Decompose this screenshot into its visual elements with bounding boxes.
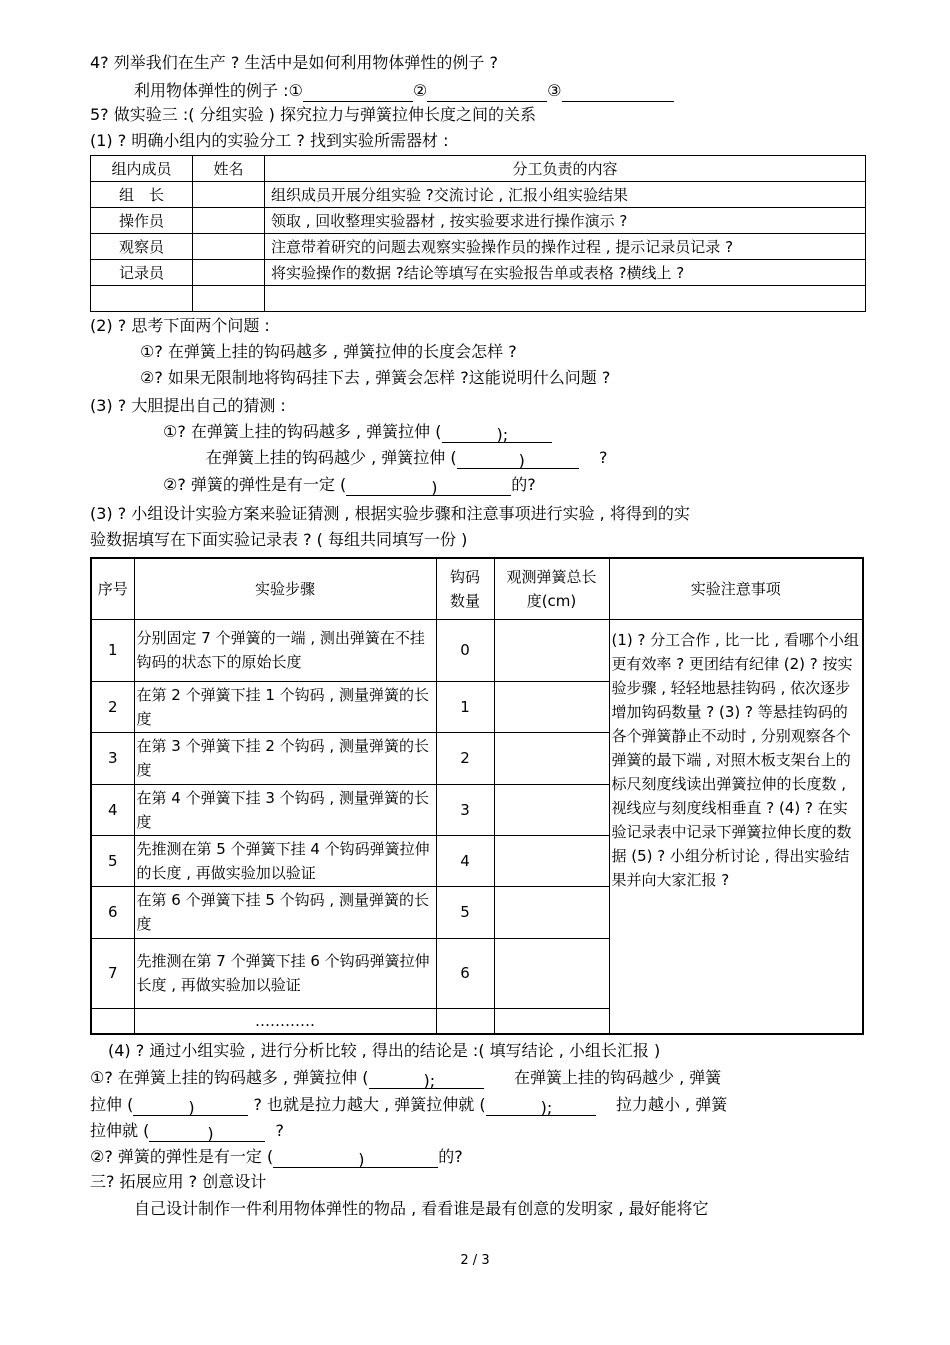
blank-conclusion-2a[interactable] [133, 1097, 188, 1116]
conclusion-3-text: 拉伸就 ( [90, 1121, 150, 1140]
row-step: 先推测在第 7 个弹簧下挂 6 个钩码弹簧拉伸长度 , 再做实验加以验证 [134, 938, 436, 1008]
length-cell[interactable] [494, 886, 609, 938]
q4-examples [134, 80, 674, 102]
row-step: 先推测在第 5 个弹簧下挂 4 个钩码弹簧拉伸的长度 , 再做实验加以验证 [134, 835, 436, 886]
conclusion-2a-close: ) [188, 1097, 248, 1116]
guess-2-text: ②? 弹簧的弹性是有一定 ( [163, 475, 347, 494]
conclusion-2a-text: 拉伸 ( [90, 1095, 134, 1114]
table-row [91, 208, 866, 234]
part3b-line2: 验数据填写在下面实验记录表 ? ( 每组共同填写一份 ) [90, 530, 468, 549]
duty-cell[interactable] [265, 286, 866, 312]
roles-header-member: 组内成员 [91, 156, 193, 182]
table-row [91, 286, 866, 312]
guess-2 [163, 474, 536, 496]
part4-title: (4) ? 通过小组实验 , 进行分析比较 , 得出的结论是 :( 填写结论 , 小组长汇报 ) [108, 1041, 661, 1060]
conclusion-1a-close: ); [424, 1070, 484, 1089]
blank-guess-2[interactable] [346, 477, 431, 496]
guess-1b [206, 447, 607, 469]
roles-header-duty: 分工负责的内容 [265, 156, 866, 182]
conclusion-4-close: ) [358, 1149, 438, 1168]
q5-title: 5? 做实验三 :( 分组实验 ) 探究拉力与弹簧拉伸长度之间的关系 [90, 105, 536, 124]
row-step: 在第 4 个弹簧下挂 3 个钩码 , 测量弹簧的长度 [134, 784, 436, 835]
header-no: 序号 [91, 558, 134, 619]
table-row [91, 619, 863, 681]
guess-1a-close: ); [497, 424, 552, 443]
row-step: 在第 6 个弹簧下挂 5 个钩码 , 测量弹簧的长度 [134, 886, 436, 938]
length-cell[interactable] [494, 681, 609, 732]
row-step: 在第 2 个弹簧下挂 1 个钩码 , 测量弹簧的长度 [134, 681, 436, 732]
header-notes: 实验注意事项 [609, 558, 863, 619]
role-cell: 操作员 [91, 208, 193, 234]
guess-1b-close: ) [519, 450, 579, 469]
conclusion-2b-close: ); [541, 1097, 596, 1116]
guess-1a [163, 421, 552, 443]
row-no: 4 [91, 784, 134, 835]
guess-1b-end: ? [598, 448, 608, 467]
blank-guess-1b[interactable] [457, 450, 519, 469]
marker-3: ③ [547, 81, 562, 100]
part3b-line1: (3) ? 小组设计实验方案来验证猜测 , 根据实验步骤和注意事项进行实验 , 将得到的实 [90, 504, 690, 523]
blank-example-2[interactable] [427, 83, 547, 102]
q4-title: 4? 列举我们在生产 ? 生活中是如何利用物体弹性的例子 ? [90, 53, 499, 72]
row-no: 6 [91, 886, 134, 938]
conclusion-1b-text: 在弹簧上挂的钩码越少 , 弹簧 [514, 1068, 722, 1087]
conclusion-3-close: ) [207, 1123, 265, 1142]
experiment-table [90, 557, 864, 1035]
row-no: 7 [91, 938, 134, 1008]
blank-guess-1a[interactable] [442, 424, 497, 443]
header-length: 观测弹簧总长度(cm) [494, 558, 609, 619]
name-cell[interactable] [193, 208, 265, 234]
name-cell[interactable] [193, 260, 265, 286]
conclusion-3-end: ? [275, 1121, 285, 1140]
header-step: 实验步骤 [134, 558, 436, 619]
conclusion-2b-text: ? 也就是拉力越大 , 弹簧拉伸就 ( [253, 1095, 486, 1114]
conclusion-line-1 [90, 1067, 721, 1089]
table-row [91, 234, 866, 260]
ellipsis: ………… [134, 1008, 436, 1034]
conclusion-4-text: ②? 弹簧的弹性是有一定 ( [90, 1147, 274, 1166]
section3-text: 自己设计制作一件利用物体弹性的物品 , 看看谁是最有创意的发明家 , 最好能将它 [134, 1199, 709, 1218]
conclusion-line-3 [90, 1120, 284, 1142]
role-cell: 观察员 [91, 234, 193, 260]
q4-examples-label: 利用物体弹性的例子 : [134, 81, 289, 100]
guess-2-close: ) [431, 477, 511, 496]
table-row [91, 182, 866, 208]
part2-title: (2) ? 思考下面两个问题 : [90, 316, 270, 335]
length-cell[interactable] [494, 732, 609, 784]
name-cell[interactable] [193, 182, 265, 208]
roles-header-row [91, 156, 866, 182]
roles-header-name: 姓名 [193, 156, 265, 182]
blank-conclusion-4[interactable] [273, 1149, 358, 1168]
row-no: 3 [91, 732, 134, 784]
row-no: 1 [91, 619, 134, 681]
length-cell[interactable] [494, 835, 609, 886]
q5-part1: (1) ? 明确小组内的实验分工 ? 找到实验所需器材 : [90, 131, 449, 150]
row-no: 5 [91, 835, 134, 886]
conclusion-4-end: 的? [438, 1147, 463, 1166]
part2-q1: ①? 在弹簧上挂的钩码越多 , 弹簧拉伸的长度会怎样 ? [140, 342, 517, 361]
conclusion-line-2 [90, 1094, 727, 1116]
marker-1: ① [288, 81, 303, 100]
notes-cell: (1) ? 分工合作 , 比一比 , 看哪个小组更有效率 ? 更团结有纪律 (2) ? 按实验步骤 , 轻轻地悬挂钩码 , 依次逐步增加钩码数量 ? (3) ? 等悬挂钩码的各个弹簧静止不动时 , 分别观察各个弹簧的最下端 , 对照木板支架台上的标尺刻度线读出弹簧拉伸的长度数 , 视线应与刻度线相垂直 ? (4) ? 在实验记录表中记录下弹簧拉伸长度的数据 (5) ? 小组分析讨论 , 得出实验结果并向大家汇报 ? [609, 619, 863, 1034]
guess-2-end: 的? [511, 475, 536, 494]
blank-conclusion-3[interactable] [149, 1123, 207, 1142]
row-step: 分别固定 7 个弹簧的一端 , 测出弹簧在不挂钩码的状态下的原始长度 [134, 619, 436, 681]
duty-cell: 注意带着研究的问题去观察实验操作员的操作过程 , 提示记录员记录 ? [265, 234, 866, 260]
header-count: 钩码数量 [436, 558, 494, 619]
guess-1a-text: ①? 在弹簧上挂的钩码越多 , 弹簧拉伸 ( [163, 422, 442, 441]
role-cell[interactable] [91, 286, 193, 312]
length-cell[interactable] [494, 1008, 609, 1034]
duty-cell: 将实验操作的数据 ?结论等填写在实验报告单或表格 ?横线上 ? [265, 260, 866, 286]
row-no: 2 [91, 681, 134, 732]
page-number: 2 / 3 [460, 1253, 490, 1268]
section3-title: 三? 拓展应用 ? 创意设计 [90, 1172, 267, 1191]
row-count: 4 [436, 835, 494, 886]
roles-table [90, 155, 866, 312]
marker-2: ② [412, 81, 428, 100]
row-no-extra [91, 1008, 134, 1034]
length-cell[interactable] [494, 784, 609, 835]
blank-conclusion-1a[interactable] [369, 1070, 424, 1089]
duty-cell: 领取 , 回收整理实验器材 , 按实验要求进行操作演示 ? [265, 208, 866, 234]
table-row [91, 260, 866, 286]
length-cell[interactable] [494, 938, 609, 1008]
row-count: 1 [436, 681, 494, 732]
role-cell: 记录员 [91, 260, 193, 286]
row-count-extra [436, 1008, 494, 1034]
experiment-header-row [91, 558, 863, 619]
guess-1b-text: 在弹簧上挂的钩码越少 , 弹簧拉伸 ( [206, 448, 457, 467]
conclusion-line-4 [90, 1146, 463, 1168]
blank-example-3[interactable] [562, 83, 674, 102]
name-cell[interactable] [193, 286, 265, 312]
blank-example-1[interactable] [303, 83, 413, 102]
part2-q2: ②? 如果无限制地将钩码挂下去 , 弹簧会怎样 ?这能说明什么问题 ? [140, 368, 611, 387]
row-count: 2 [436, 732, 494, 784]
part3-title: (3) ? 大胆提出自己的猜测 : [90, 396, 286, 415]
conclusion-2c-text: 拉力越小 , 弹簧 [615, 1095, 728, 1114]
conclusion-1a-text: ①? 在弹簧上挂的钩码越多 , 弹簧拉伸 ( [90, 1068, 369, 1087]
blank-conclusion-2b[interactable] [486, 1097, 541, 1116]
name-cell[interactable] [193, 234, 265, 260]
role-cell: 组 长 [91, 182, 193, 208]
row-count: 6 [436, 938, 494, 1008]
length-cell[interactable] [494, 619, 609, 681]
row-count: 0 [436, 619, 494, 681]
row-count: 5 [436, 886, 494, 938]
row-step: 在第 3 个弹簧下挂 2 个钩码 , 测量弹簧的长度 [134, 732, 436, 784]
duty-cell: 组织成员开展分组实验 ?交流讨论 , 汇报小组实验结果 [265, 182, 866, 208]
row-count: 3 [436, 784, 494, 835]
